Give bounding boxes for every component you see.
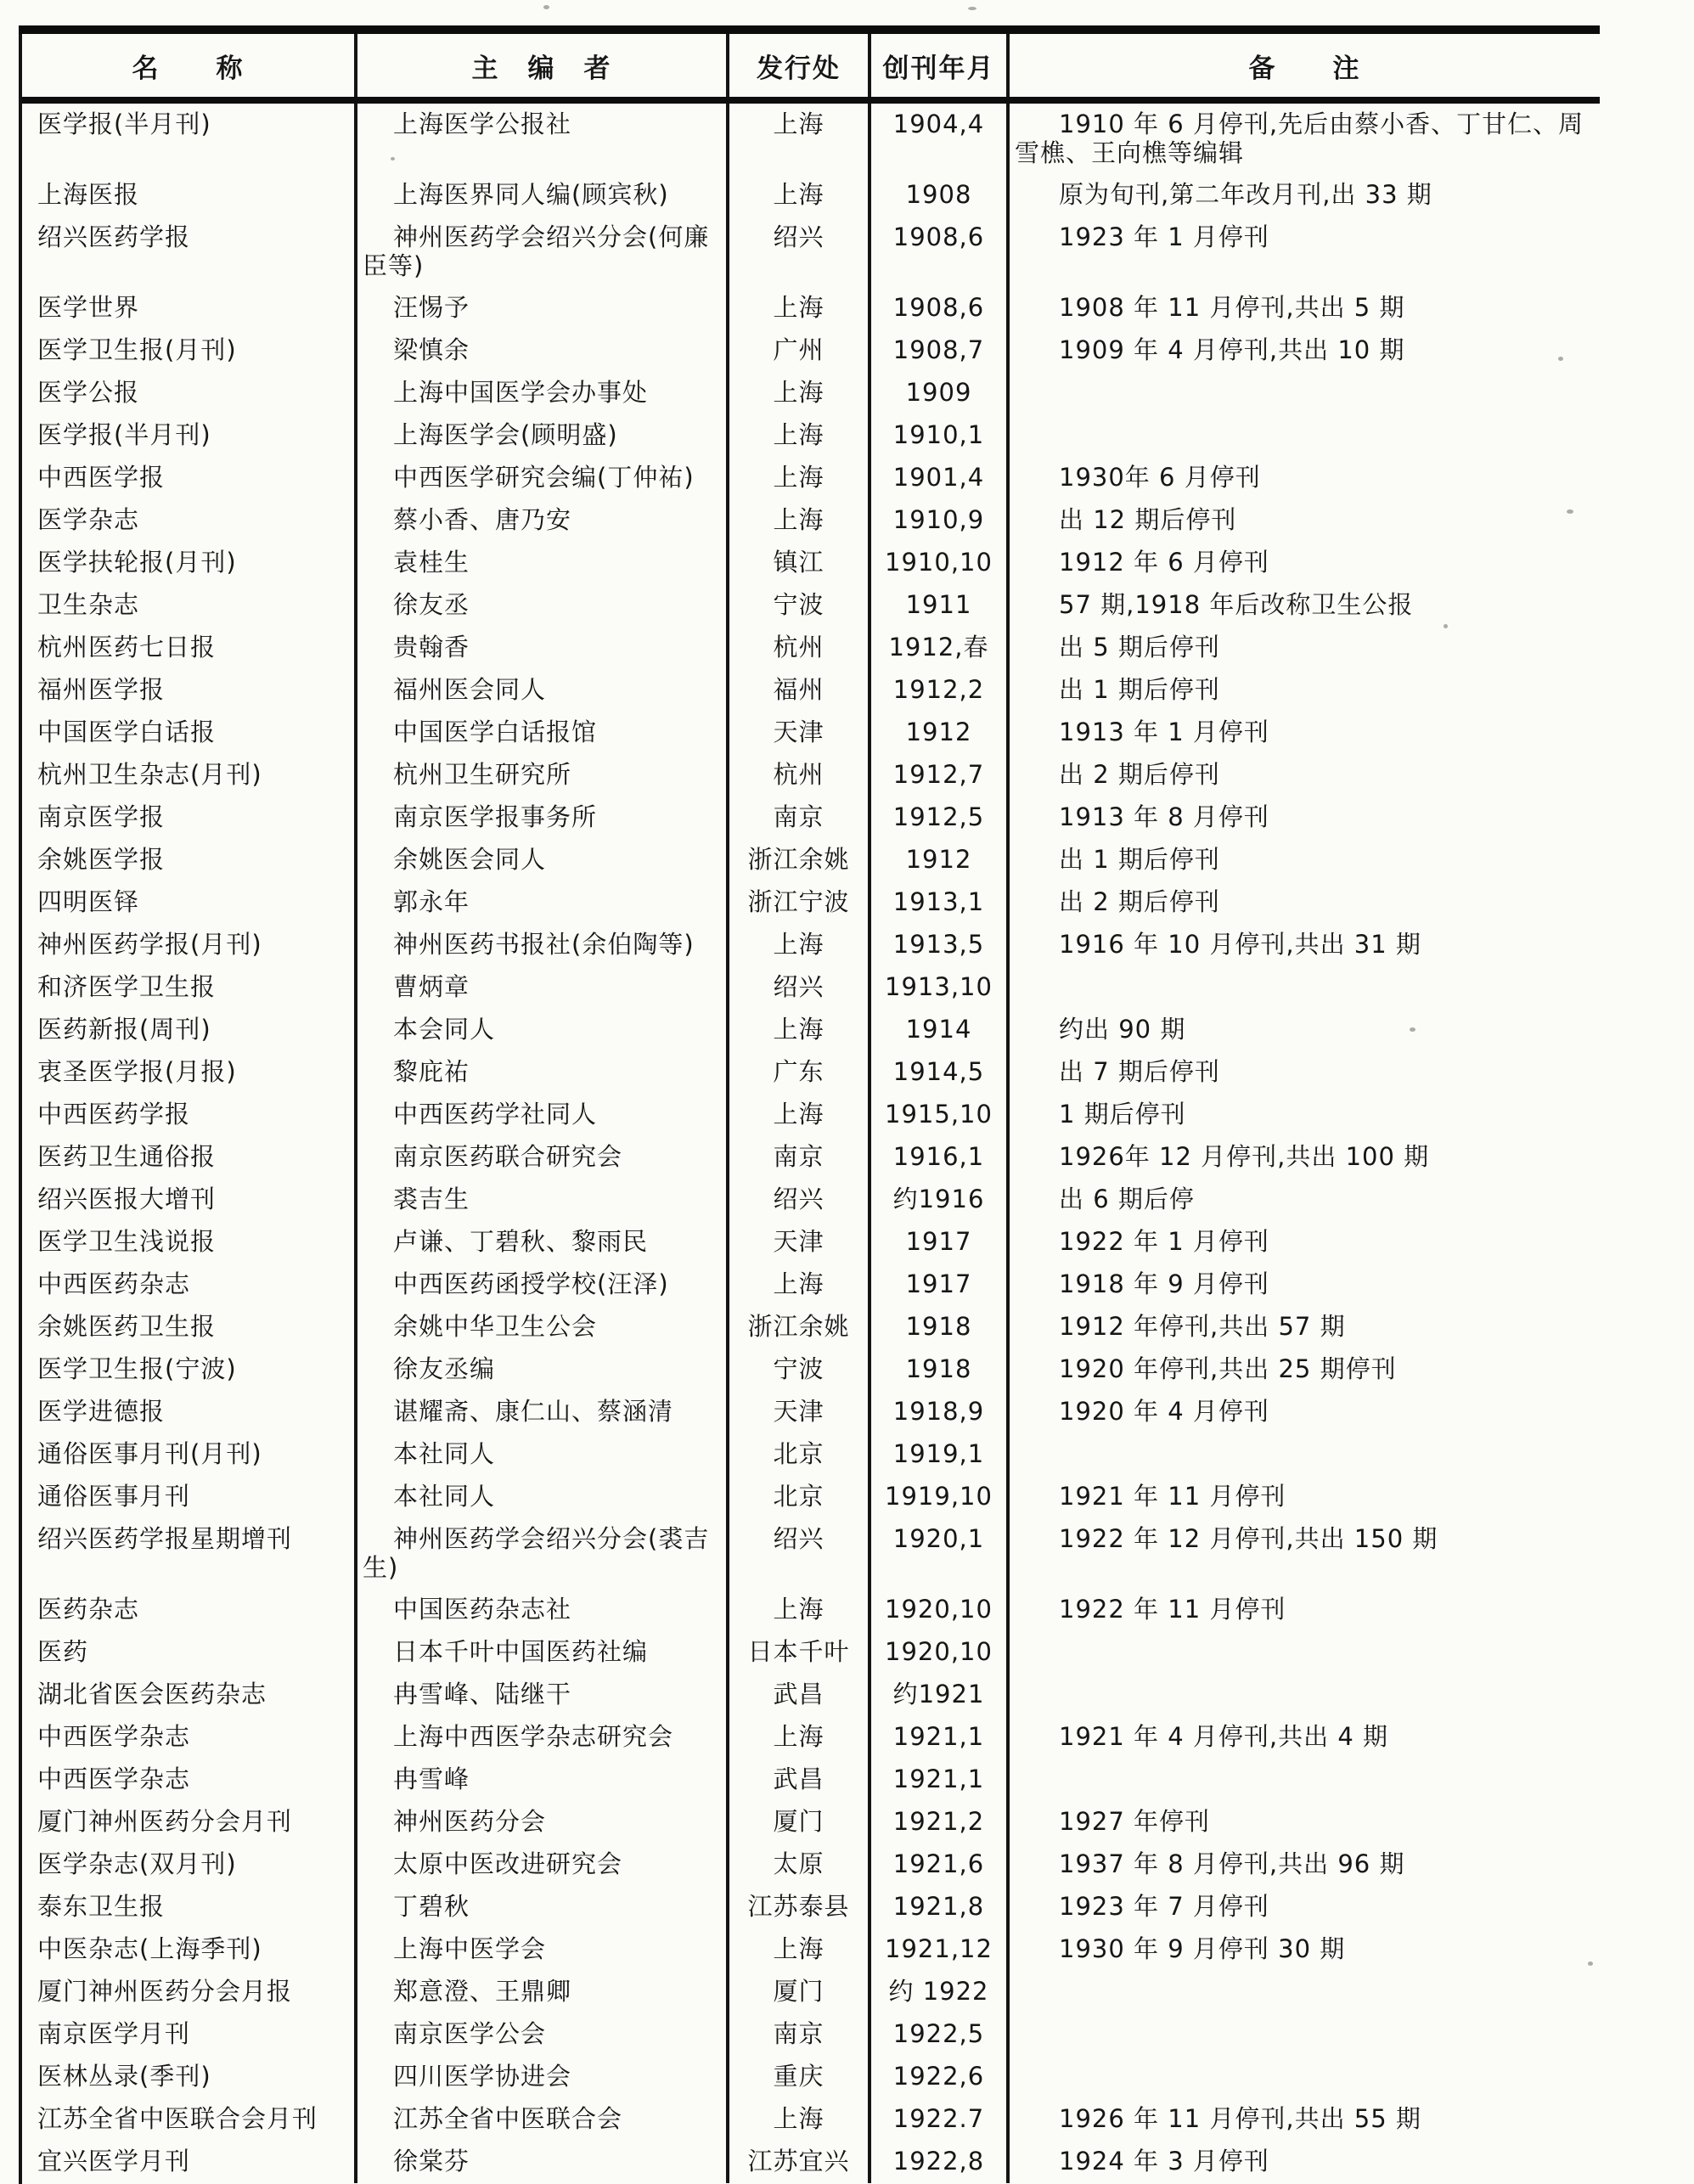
table-row	[22, 372, 1600, 414]
table-row	[22, 1391, 1600, 1433]
cell-publish-place: 浙江余姚	[729, 839, 871, 881]
cell-journal-name: 湖北省医会医药杂志	[22, 1674, 357, 1716]
cell-journal-name: 医药杂志	[22, 1589, 357, 1631]
cell-journal-name: 杭州卫生杂志(月刊)	[22, 754, 357, 796]
cell-editor: 裘吉生	[357, 1179, 729, 1221]
cell-journal-name: 江苏全省中医联合会月刊	[22, 2098, 357, 2141]
cell-founding-date: 1913,5	[871, 924, 1010, 966]
cell-remarks: 1912 年 6 月停刊	[1059, 548, 1269, 577]
cell-publish-place: 上海	[729, 1009, 871, 1051]
cell-founding-date: 1914,5	[871, 1051, 1010, 1094]
cell-founding-date: 1909	[871, 372, 1010, 414]
cell-remarks: 1927 年停刊	[1059, 1807, 1211, 1836]
cell-remarks: 1937 年 8 月停刊,共出 96 期	[1059, 1849, 1405, 1878]
cell-publish-place: 厦门	[729, 1801, 871, 1843]
table-row	[22, 174, 1600, 217]
column-header: 主 编 者	[357, 34, 729, 97]
top-rule	[19, 25, 1600, 34]
cell-editor: 上海中国医学会办事处	[357, 372, 729, 414]
cell-journal-name: 神州医药学报(月刊)	[22, 924, 357, 966]
cell-publish-place: 广州	[729, 329, 871, 372]
cell-founding-date: 1912,7	[871, 754, 1010, 796]
cell-remarks: 出 6 期后停	[1059, 1185, 1195, 1213]
table-row	[22, 1306, 1600, 1348]
cell-publish-place: 武昌	[729, 1759, 871, 1801]
scan-speck	[968, 7, 976, 10]
cell-journal-name: 中西医学报	[22, 457, 357, 499]
cell-journal-name: 医学杂志(双月刊)	[22, 1843, 357, 1886]
cell-founding-date: 1921,8	[871, 1886, 1010, 1928]
cell-remarks: 1922 年 12 月停刊,共出 150 期	[1059, 1524, 1438, 1553]
cell-founding-date: 1922,5	[871, 2013, 1010, 2056]
header-separator-rule	[22, 97, 1600, 104]
cell-editor: 郭永年	[357, 881, 729, 924]
cell-founding-date: 1910,10	[871, 542, 1010, 584]
cell-editor: 上海医学公报社	[357, 104, 729, 174]
cell-publish-place: 广东	[729, 1051, 871, 1094]
journals-table	[19, 25, 1600, 2184]
cell-founding-date: 1917	[871, 1264, 1010, 1306]
cell-editor: 汪惕予	[357, 287, 729, 329]
cell-founding-date: 1918	[871, 1306, 1010, 1348]
table-row	[22, 1136, 1600, 1179]
cell-journal-name: 医药	[22, 1631, 357, 1674]
cell-publish-place: 浙江余姚	[729, 1306, 871, 1348]
cell-editor: 中西医药函授学校(汪泽)	[357, 1264, 729, 1306]
table-row	[22, 839, 1600, 881]
cell-journal-name: 医药卫生通俗报	[22, 1136, 357, 1179]
cell-publish-place: 江苏宜兴	[729, 2141, 871, 2183]
cell-editor: 日本千叶中国医药社编	[357, 1631, 729, 1674]
cell-founding-date: 1919,10	[871, 1476, 1010, 1518]
cell-publish-place: 重庆	[729, 2056, 871, 2098]
cell-founding-date: 1920,10	[871, 1631, 1010, 1674]
table-row	[22, 414, 1600, 457]
cell-journal-name: 和济医学卫生报	[22, 966, 357, 1009]
cell-founding-date: 约1916	[871, 1179, 1010, 1221]
cell-publish-place: 上海	[729, 499, 871, 542]
cell-founding-date: 1917	[871, 1221, 1010, 1264]
cell-founding-date: 1910,1	[871, 414, 1010, 457]
table-row	[22, 287, 1600, 329]
table-row	[22, 1009, 1600, 1051]
cell-founding-date: 1918	[871, 1348, 1010, 1391]
column-header: 备 注	[1248, 53, 1361, 84]
cell-founding-date: 1916,1	[871, 1136, 1010, 1179]
cell-editor: 卢谦、丁碧秋、黎雨民	[357, 1221, 729, 1264]
cell-publish-place: 上海	[729, 1589, 871, 1631]
table-row	[22, 1518, 1600, 1589]
table-row	[22, 924, 1600, 966]
table-row	[22, 584, 1600, 627]
cell-founding-date: 1922,8	[871, 2141, 1010, 2183]
cell-founding-date: 1912	[871, 839, 1010, 881]
cell-journal-name: 厦门神州医药分会月刊	[22, 1801, 357, 1843]
cell-founding-date: 1913,1	[871, 881, 1010, 924]
cell-journal-name: 卫生杂志	[22, 584, 357, 627]
cell-founding-date: 1921,6	[871, 1843, 1010, 1886]
table-row	[22, 627, 1600, 669]
cell-remarks: 1926 年 11 月停刊,共出 55 期	[1059, 2104, 1421, 2133]
cell-editor: 江苏全省中医联合会	[357, 2098, 729, 2141]
table-row	[22, 1264, 1600, 1306]
cell-journal-name: 通俗医事月刊	[22, 1476, 357, 1518]
cell-publish-place: 上海	[729, 457, 871, 499]
cell-remarks: 1920 年停刊,共出 25 期停刊	[1059, 1354, 1397, 1383]
cell-publish-place: 上海	[729, 1264, 871, 1306]
cell-founding-date: 1911	[871, 584, 1010, 627]
cell-remarks: 1913 年 8 月停刊	[1059, 802, 1269, 831]
cell-editor: 贵翰香	[357, 627, 729, 669]
column-header: 名 称	[22, 34, 357, 97]
cell-editor: 余姚医会同人	[357, 839, 729, 881]
cell-journal-name: 医学公报	[22, 372, 357, 414]
cell-remarks: 出 2 期后停刊	[1059, 760, 1220, 789]
cell-founding-date: 1912	[871, 712, 1010, 754]
cell-editor: 中西医药学社同人	[357, 1094, 729, 1136]
table-body	[22, 104, 1600, 2184]
column-header: 创刊年月	[871, 34, 1010, 97]
cell-publish-place: 浙江宁波	[729, 881, 871, 924]
cell-publish-place: 上海	[729, 1716, 871, 1759]
cell-remarks: 1909 年 4 月停刊,共出 10 期	[1059, 335, 1405, 364]
cell-journal-name: 中国医学白话报	[22, 712, 357, 754]
cell-remarks: 出 1 期后停刊	[1059, 845, 1220, 874]
cell-journal-name: 医学扶轮报(月刊)	[22, 542, 357, 584]
cell-journal-name: 绍兴医药学报	[22, 217, 357, 287]
cell-founding-date: 1919,1	[871, 1433, 1010, 1476]
cell-editor: 曹炳章	[357, 966, 729, 1009]
cell-publish-place: 天津	[729, 1221, 871, 1264]
cell-editor: 中西医学研究会编(丁仲祐)	[357, 457, 729, 499]
table-row	[22, 1886, 1600, 1928]
table-row	[22, 881, 1600, 924]
table-row	[22, 1759, 1600, 1801]
table-row	[22, 217, 1600, 287]
cell-founding-date: 1913,10	[871, 966, 1010, 1009]
cell-publish-place: 上海	[729, 924, 871, 966]
cell-journal-name: 医学世界	[22, 287, 357, 329]
cell-remarks: 约出 90 期	[1059, 1015, 1186, 1044]
cell-founding-date: 1901,4	[871, 457, 1010, 499]
cell-journal-name: 医学卫生浅说报	[22, 1221, 357, 1264]
table-row	[22, 1801, 1600, 1843]
table-row	[22, 1928, 1600, 1971]
cell-remarks	[1010, 2013, 1600, 2056]
cell-publish-place: 天津	[729, 712, 871, 754]
cell-publish-place: 绍兴	[729, 966, 871, 1009]
cell-remarks	[1010, 414, 1600, 457]
cell-remarks	[1010, 1759, 1600, 1801]
cell-journal-name: 南京医学报	[22, 796, 357, 839]
table-row	[22, 1179, 1600, 1221]
table-row	[22, 1971, 1600, 2013]
cell-journal-name: 医药新报(周刊)	[22, 1009, 357, 1051]
cell-editor: 福州医会同人	[357, 669, 729, 712]
cell-journal-name: 上海医报	[22, 174, 357, 217]
cell-journal-name: 杭州医药七日报	[22, 627, 357, 669]
table-row	[22, 104, 1600, 174]
cell-editor: 余姚中华卫生公会	[357, 1306, 729, 1348]
cell-remarks	[1010, 2056, 1600, 2098]
cell-journal-name: 南京医学月刊	[22, 2013, 357, 2056]
cell-editor: 袁桂生	[357, 542, 729, 584]
cell-publish-place: 杭州	[729, 754, 871, 796]
cell-founding-date: 约 1922	[871, 1971, 1010, 2013]
cell-founding-date: 1921,1	[871, 1759, 1010, 1801]
cell-journal-name: 医学报(半月刊)	[22, 414, 357, 457]
cell-founding-date: 1912,春	[871, 627, 1010, 669]
cell-publish-place: 北京	[729, 1433, 871, 1476]
cell-founding-date: 1922,6	[871, 2056, 1010, 2098]
cell-remarks	[1010, 966, 1600, 1009]
cell-founding-date: 1912,2	[871, 669, 1010, 712]
cell-editor: 本社同人	[357, 1433, 729, 1476]
cell-editor: 上海医界同人编(顾宾秋)	[357, 174, 729, 217]
cell-remarks: 1922 年 11 月停刊	[1059, 1595, 1286, 1624]
cell-editor: 南京医学公会	[357, 2013, 729, 2056]
cell-journal-name: 四明医铎	[22, 881, 357, 924]
table-row	[22, 499, 1600, 542]
cell-editor: 上海医学会(顾明盛)	[357, 414, 729, 457]
cell-journal-name: 医学杂志	[22, 499, 357, 542]
cell-journal-name: 泰东卫生报	[22, 1886, 357, 1928]
cell-publish-place: 杭州	[729, 627, 871, 669]
cell-founding-date: 1915,10	[871, 1094, 1010, 1136]
table-row	[22, 2141, 1600, 2183]
cell-publish-place: 绍兴	[729, 1179, 871, 1221]
cell-journal-name: 余姚医药卫生报	[22, 1306, 357, 1348]
cell-founding-date: 1908,7	[871, 329, 1010, 372]
cell-editor: 中国医学白话报馆	[357, 712, 729, 754]
cell-editor: 本会同人	[357, 1009, 729, 1051]
cell-journal-name: 通俗医事月刊(月刊)	[22, 1433, 357, 1476]
cell-founding-date: 1908,6	[871, 217, 1010, 287]
cell-remarks: 原为旬刊,第二年改月刊,出 33 期	[1059, 180, 1432, 209]
table-row	[22, 542, 1600, 584]
cell-editor: 蔡小香、唐乃安	[357, 499, 729, 542]
cell-publish-place: 上海	[729, 287, 871, 329]
cell-remarks: 1916 年 10 月停刊,共出 31 期	[1059, 930, 1421, 959]
cell-journal-name: 中西医学杂志	[22, 1716, 357, 1759]
cell-remarks: 1924 年 3 月停刊	[1059, 2147, 1269, 2176]
cell-remarks: 1923 年 7 月停刊	[1059, 1892, 1269, 1921]
cell-journal-name: 宜兴医学月刊	[22, 2141, 357, 2183]
cell-founding-date: 1922.7	[871, 2098, 1010, 2141]
cell-remarks: 1930 年 9 月停刊 30 期	[1059, 1934, 1346, 1963]
cell-remarks: 1 期后停刊	[1059, 1100, 1186, 1129]
cell-remarks: 出 5 期后停刊	[1059, 633, 1220, 661]
cell-remarks	[1010, 1674, 1600, 1716]
cell-remarks	[1010, 1433, 1600, 1476]
cell-editor: 本社同人	[357, 1476, 729, 1518]
cell-journal-name: 医学卫生报(月刊)	[22, 329, 357, 372]
cell-editor: 冉雪峰、陆继干	[357, 1674, 729, 1716]
cell-remarks: 出 12 期后停刊	[1059, 505, 1237, 534]
scan-speck	[543, 5, 549, 9]
cell-publish-place: 武昌	[729, 1674, 871, 1716]
table-row	[22, 796, 1600, 839]
cell-editor: 中国医药杂志社	[357, 1589, 729, 1631]
cell-publish-place: 绍兴	[729, 217, 871, 287]
cell-journal-name: 余姚医学报	[22, 839, 357, 881]
cell-founding-date: 约1921	[871, 1674, 1010, 1716]
cell-founding-date: 1921,12	[871, 1928, 1010, 1971]
cell-founding-date: 1904,4	[871, 104, 1010, 174]
cell-publish-place: 天津	[729, 1391, 871, 1433]
cell-editor: 神州医药学会绍兴分会(裘吉生)	[357, 1518, 729, 1589]
table-row	[22, 1433, 1600, 1476]
table-row	[22, 2013, 1600, 2056]
cell-journal-name: 衷圣医学报(月报)	[22, 1051, 357, 1094]
cell-founding-date: 1908	[871, 174, 1010, 217]
cell-remarks: 1920 年 4 月停刊	[1059, 1397, 1269, 1426]
cell-publish-place: 南京	[729, 796, 871, 839]
table-row	[22, 1631, 1600, 1674]
cell-publish-place: 绍兴	[729, 1518, 871, 1589]
cell-founding-date: 1914	[871, 1009, 1010, 1051]
cell-remarks	[1010, 1631, 1600, 1674]
cell-editor: 神州医药书报社(余伯陶等)	[357, 924, 729, 966]
cell-remarks	[1010, 372, 1600, 414]
table-row	[22, 1716, 1600, 1759]
cell-journal-name: 医学进德报	[22, 1391, 357, 1433]
cell-editor: 郑意澄、王鼎卿	[357, 1971, 729, 2013]
cell-editor: 上海中西医学杂志研究会	[357, 1716, 729, 1759]
table-row	[22, 1051, 1600, 1094]
cell-publish-place: 江苏泰县	[729, 1886, 871, 1928]
cell-journal-name: 厦门神州医药分会月报	[22, 1971, 357, 2013]
table-row	[22, 966, 1600, 1009]
cell-remarks: 57 期,1918 年后改称卫生公报	[1059, 590, 1414, 619]
cell-publish-place: 上海	[729, 2098, 871, 2141]
cell-editor: 梁慎余	[357, 329, 729, 372]
cell-founding-date: 1918,9	[871, 1391, 1010, 1433]
table-row	[22, 754, 1600, 796]
table-row	[22, 1843, 1600, 1886]
cell-editor: 上海中医学会	[357, 1928, 729, 1971]
cell-journal-name: 中西医学杂志	[22, 1759, 357, 1801]
cell-editor: 冉雪峰	[357, 1759, 729, 1801]
cell-remarks: 1921 年 4 月停刊,共出 4 期	[1059, 1722, 1389, 1751]
table-row	[22, 2056, 1600, 2098]
cell-editor: 徐友丞编	[357, 1348, 729, 1391]
cell-publish-place: 宁波	[729, 1348, 871, 1391]
cell-editor: 神州医药学会绍兴分会(何廉臣等)	[357, 217, 729, 287]
cell-publish-place: 南京	[729, 2013, 871, 2056]
cell-publish-place: 日本千叶	[729, 1631, 871, 1674]
cell-remarks: 1908 年 11 月停刊,共出 5 期	[1059, 293, 1405, 322]
table-row	[22, 2098, 1600, 2141]
cell-remarks: 1926年 12 月停刊,共出 100 期	[1059, 1142, 1430, 1171]
cell-remarks: 出 1 期后停刊	[1059, 675, 1220, 704]
cell-journal-name: 医学报(半月刊)	[22, 104, 357, 174]
cell-remarks: 1922 年 1 月停刊	[1059, 1227, 1269, 1256]
cell-founding-date: 1908,6	[871, 287, 1010, 329]
cell-remarks: 1913 年 1 月停刊	[1059, 718, 1269, 746]
cell-editor: 神州医药分会	[357, 1801, 729, 1843]
cell-editor: 南京医学报事务所	[357, 796, 729, 839]
cell-remarks: 1918 年 9 月停刊	[1059, 1269, 1269, 1298]
cell-publish-place: 镇江	[729, 542, 871, 584]
cell-publish-place: 上海	[729, 372, 871, 414]
cell-journal-name: 中西医药学报	[22, 1094, 357, 1136]
cell-publish-place: 上海	[729, 1094, 871, 1136]
cell-editor: 丁碧秋	[357, 1886, 729, 1928]
cell-founding-date: 1910,9	[871, 499, 1010, 542]
cell-founding-date: 1921,2	[871, 1801, 1010, 1843]
cell-remarks: 1912 年停刊,共出 57 期	[1059, 1312, 1346, 1341]
cell-journal-name: 医林丛录(季刊)	[22, 2056, 357, 2098]
table-row	[22, 1094, 1600, 1136]
cell-remarks: 出 7 期后停刊	[1059, 1057, 1220, 1086]
cell-publish-place: 宁波	[729, 584, 871, 627]
cell-publish-place: 厦门	[729, 1971, 871, 2013]
cell-editor: 黎庇祐	[357, 1051, 729, 1094]
cell-remarks: 出 2 期后停刊	[1059, 887, 1220, 916]
cell-editor: 杭州卫生研究所	[357, 754, 729, 796]
cell-founding-date: 1920,10	[871, 1589, 1010, 1631]
column-header: 发行处	[729, 34, 871, 97]
cell-journal-name: 福州医学报	[22, 669, 357, 712]
table-row	[22, 1221, 1600, 1264]
cell-founding-date: 1920,1	[871, 1518, 1010, 1589]
cell-editor: 徐友丞	[357, 584, 729, 627]
table-row	[22, 669, 1600, 712]
table-row	[22, 1589, 1600, 1631]
cell-publish-place: 上海	[729, 414, 871, 457]
cell-journal-name: 中西医药杂志	[22, 1264, 357, 1306]
cell-remarks: 1923 年 1 月停刊	[1059, 222, 1269, 251]
cell-journal-name: 绍兴医药学报星期增刊	[22, 1518, 357, 1589]
cell-editor: 四川医学协进会	[357, 2056, 729, 2098]
table-grid	[19, 34, 1600, 2184]
table-header-row	[22, 34, 1600, 97]
cell-journal-name: 医学卫生报(宁波)	[22, 1348, 357, 1391]
table-row	[22, 1476, 1600, 1518]
cell-editor: 徐棠芬	[357, 2141, 729, 2183]
cell-publish-place: 南京	[729, 1136, 871, 1179]
cell-publish-place: 上海	[729, 174, 871, 217]
table-row	[22, 457, 1600, 499]
cell-remarks: 1910 年 6 月停刊,先后由蔡小香、丁甘仁、周雪樵、王向樵等编辑	[1015, 110, 1584, 167]
cell-founding-date: 1912,5	[871, 796, 1010, 839]
cell-journal-name: 绍兴医报大增刊	[22, 1179, 357, 1221]
table-row	[22, 329, 1600, 372]
cell-publish-place: 上海	[729, 1928, 871, 1971]
table-row	[22, 1674, 1600, 1716]
cell-editor: 谌耀斋、康仁山、蔡涵清	[357, 1391, 729, 1433]
cell-remarks: 1921 年 11 月停刊	[1059, 1482, 1286, 1511]
cell-journal-name: 中医杂志(上海季刊)	[22, 1928, 357, 1971]
cell-founding-date: 1921,1	[871, 1716, 1010, 1759]
table-row	[22, 712, 1600, 754]
cell-publish-place: 福州	[729, 669, 871, 712]
cell-publish-place: 太原	[729, 1843, 871, 1886]
cell-editor: 南京医药联合研究会	[357, 1136, 729, 1179]
cell-publish-place: 上海	[729, 104, 871, 174]
table-row	[22, 1348, 1600, 1391]
cell-publish-place: 北京	[729, 1476, 871, 1518]
cell-remarks: 1930年 6 月停刊	[1059, 463, 1261, 492]
cell-editor: 太原中医改进研究会	[357, 1843, 729, 1886]
cell-remarks	[1010, 1971, 1600, 2013]
